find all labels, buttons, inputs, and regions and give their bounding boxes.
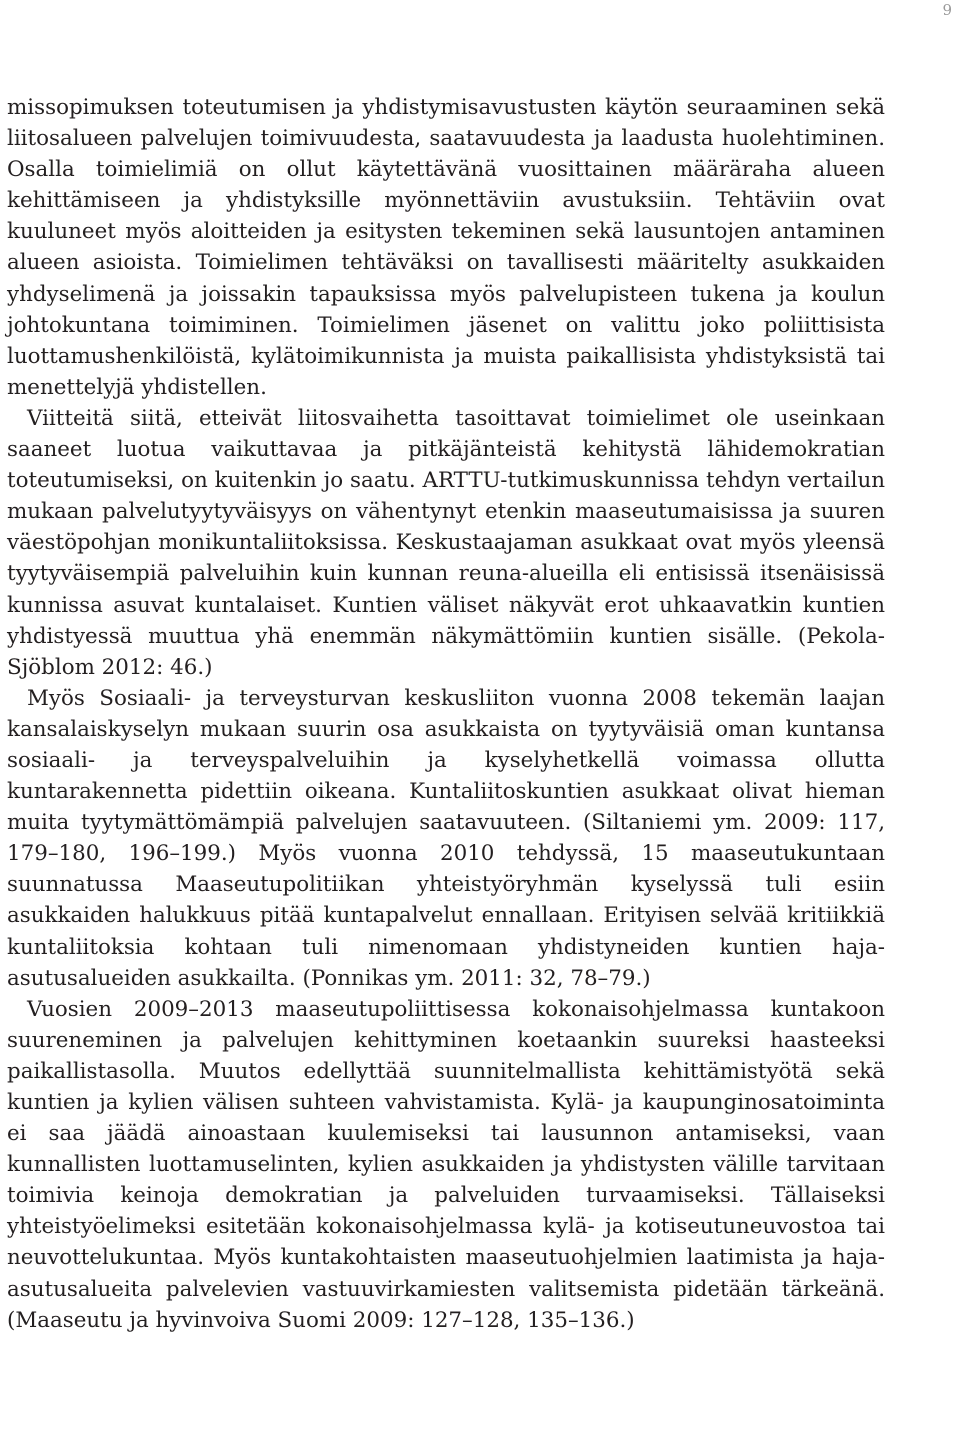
paragraph: Myös Sosiaali- ja terveysturvan keskusliiton vuonna 2008 tekemän laajan kansalaiskyselyn mukaan suurin osa asukkaista on tyytyväisiä oman kuntansa sosiaali- ja terveyspalveluihin ja kyselyhetkellä voimassa ollutta kuntarakennetta pidettiin oikeana. Kuntaliitoskuntien asukkaat olivat hieman muita tyytymättömämpiä palvelujen saatavuuteen. (Siltaniemi ym. 2009: 117, 179–180, 196–199.) Myös vuonna 2010 tehdyssä, 15 maaseutukuntaan suunnatussa Maaseutupolitiikan yhteistyöryhmän kyselyssä tuli esiin asukkaiden halukkuus pitää kuntapalvelut ennallaan. Erityisen selvää kritiikkiä kuntaliitoksia kohtaan tuli nimenomaan yhdistyneiden kuntien haja-asutusalueiden asukkailta. (Ponnikas ym. 2011: 32, 78–79.) [7,685,885,991]
page-number: 9 [942,1,952,19]
body-text [7,92,885,1336]
paragraph: Viitteitä siitä, etteivät liitosvaihetta tasoittavat toimielimet ole useinkaan saaneet luotua vaikuttavaa ja pitkäjänteistä kehitystä lähidemokratian toteutumiseksi, on kuitenkin jo saatu. ARTTU-tutkimuskunnissa tehdyn vertailun mukaan palvelutyytyväisyys on vähentynyt etenkin maaseutumaisissa ja suuren väestöpohjan monikuntaliitoksissa. Keskustaajaman asukkaat ovat myös yleensä tyytyväisempiä palveluihin kuin kunnan reuna-alueilla eli entisissä itsenäisissä kunnissa asuvat kuntalaiset. Kuntien väliset näkyvät erot uhkaavatkin kuntien yhdistyessä muuttua yhä enemmän näkymättömiin kuntien sisälle. (Pekola-Sjöblom 2012: 46.) [7,405,885,680]
paragraph: Vuosien 2009–2013 maaseutupoliittisessa kokonaisohjelmassa kuntakoon suureneminen ja palvelujen kehittyminen koetaankin suureksi haasteeksi paikallistasolla. Muutos edellyttää suunnitelmallista kehittämistyötä sekä kuntien ja kylien välisen suhteen vahvistamista. Kylä- ja kaupunginosatoiminta ei saa jäädä ainoastaan kuulemiseksi tai lausunnon antamiseksi, vaan kunnallisten luottamuselinten, kylien asukkaiden ja yhdistysten välille tarvitaan toimivia keinoja demokratian ja palveluiden turvaamiseksi. Tällaiseksi yhteistyöelimeksi esitetään kokonaisohjelmassa kylä- ja kotiseutuneuvostoa tai neuvottelukuntaa. Myös kuntakohtaisten maaseutuohjelmien laatimista ja haja-asutusalueita palvelevien vastuuvirkamiesten valitsemista pidetään tärkeänä. (Maaseutu ja hyvinvoiva Suomi 2009: 127–128, 135–136.) [7,996,885,1333]
paragraph-continued: missopimuksen toteutumisen ja yhdistymisavustusten käytön seuraaminen sekä liitosalueen palvelujen toimivuudesta, saatavuudesta ja laadusta huolehtiminen. Osalla toimielimiä on ollut käytettävänä vuosittainen määräraha alueen kehittämiseen ja yhdistyksille myönnettäviin avustuksiin. Tehtäviin ovat kuuluneet myös aloitteiden ja esitysten tekeminen sekä lausuntojen antaminen alueen asioista. Toimielimen tehtäväksi on tavallisesti määritelty asukkaiden yhdyselimenä ja joissakin tapauksissa myös palvelupisteen tukena ja koulun johtokuntana toimiminen. Toimielimen jäsenet on valittu joko poliittisista luottamushenkilöistä, kylätoimikunnista ja muista paikallisista yhdistyksistä tai menettelyjä yhdistellen. [7,95,885,400]
